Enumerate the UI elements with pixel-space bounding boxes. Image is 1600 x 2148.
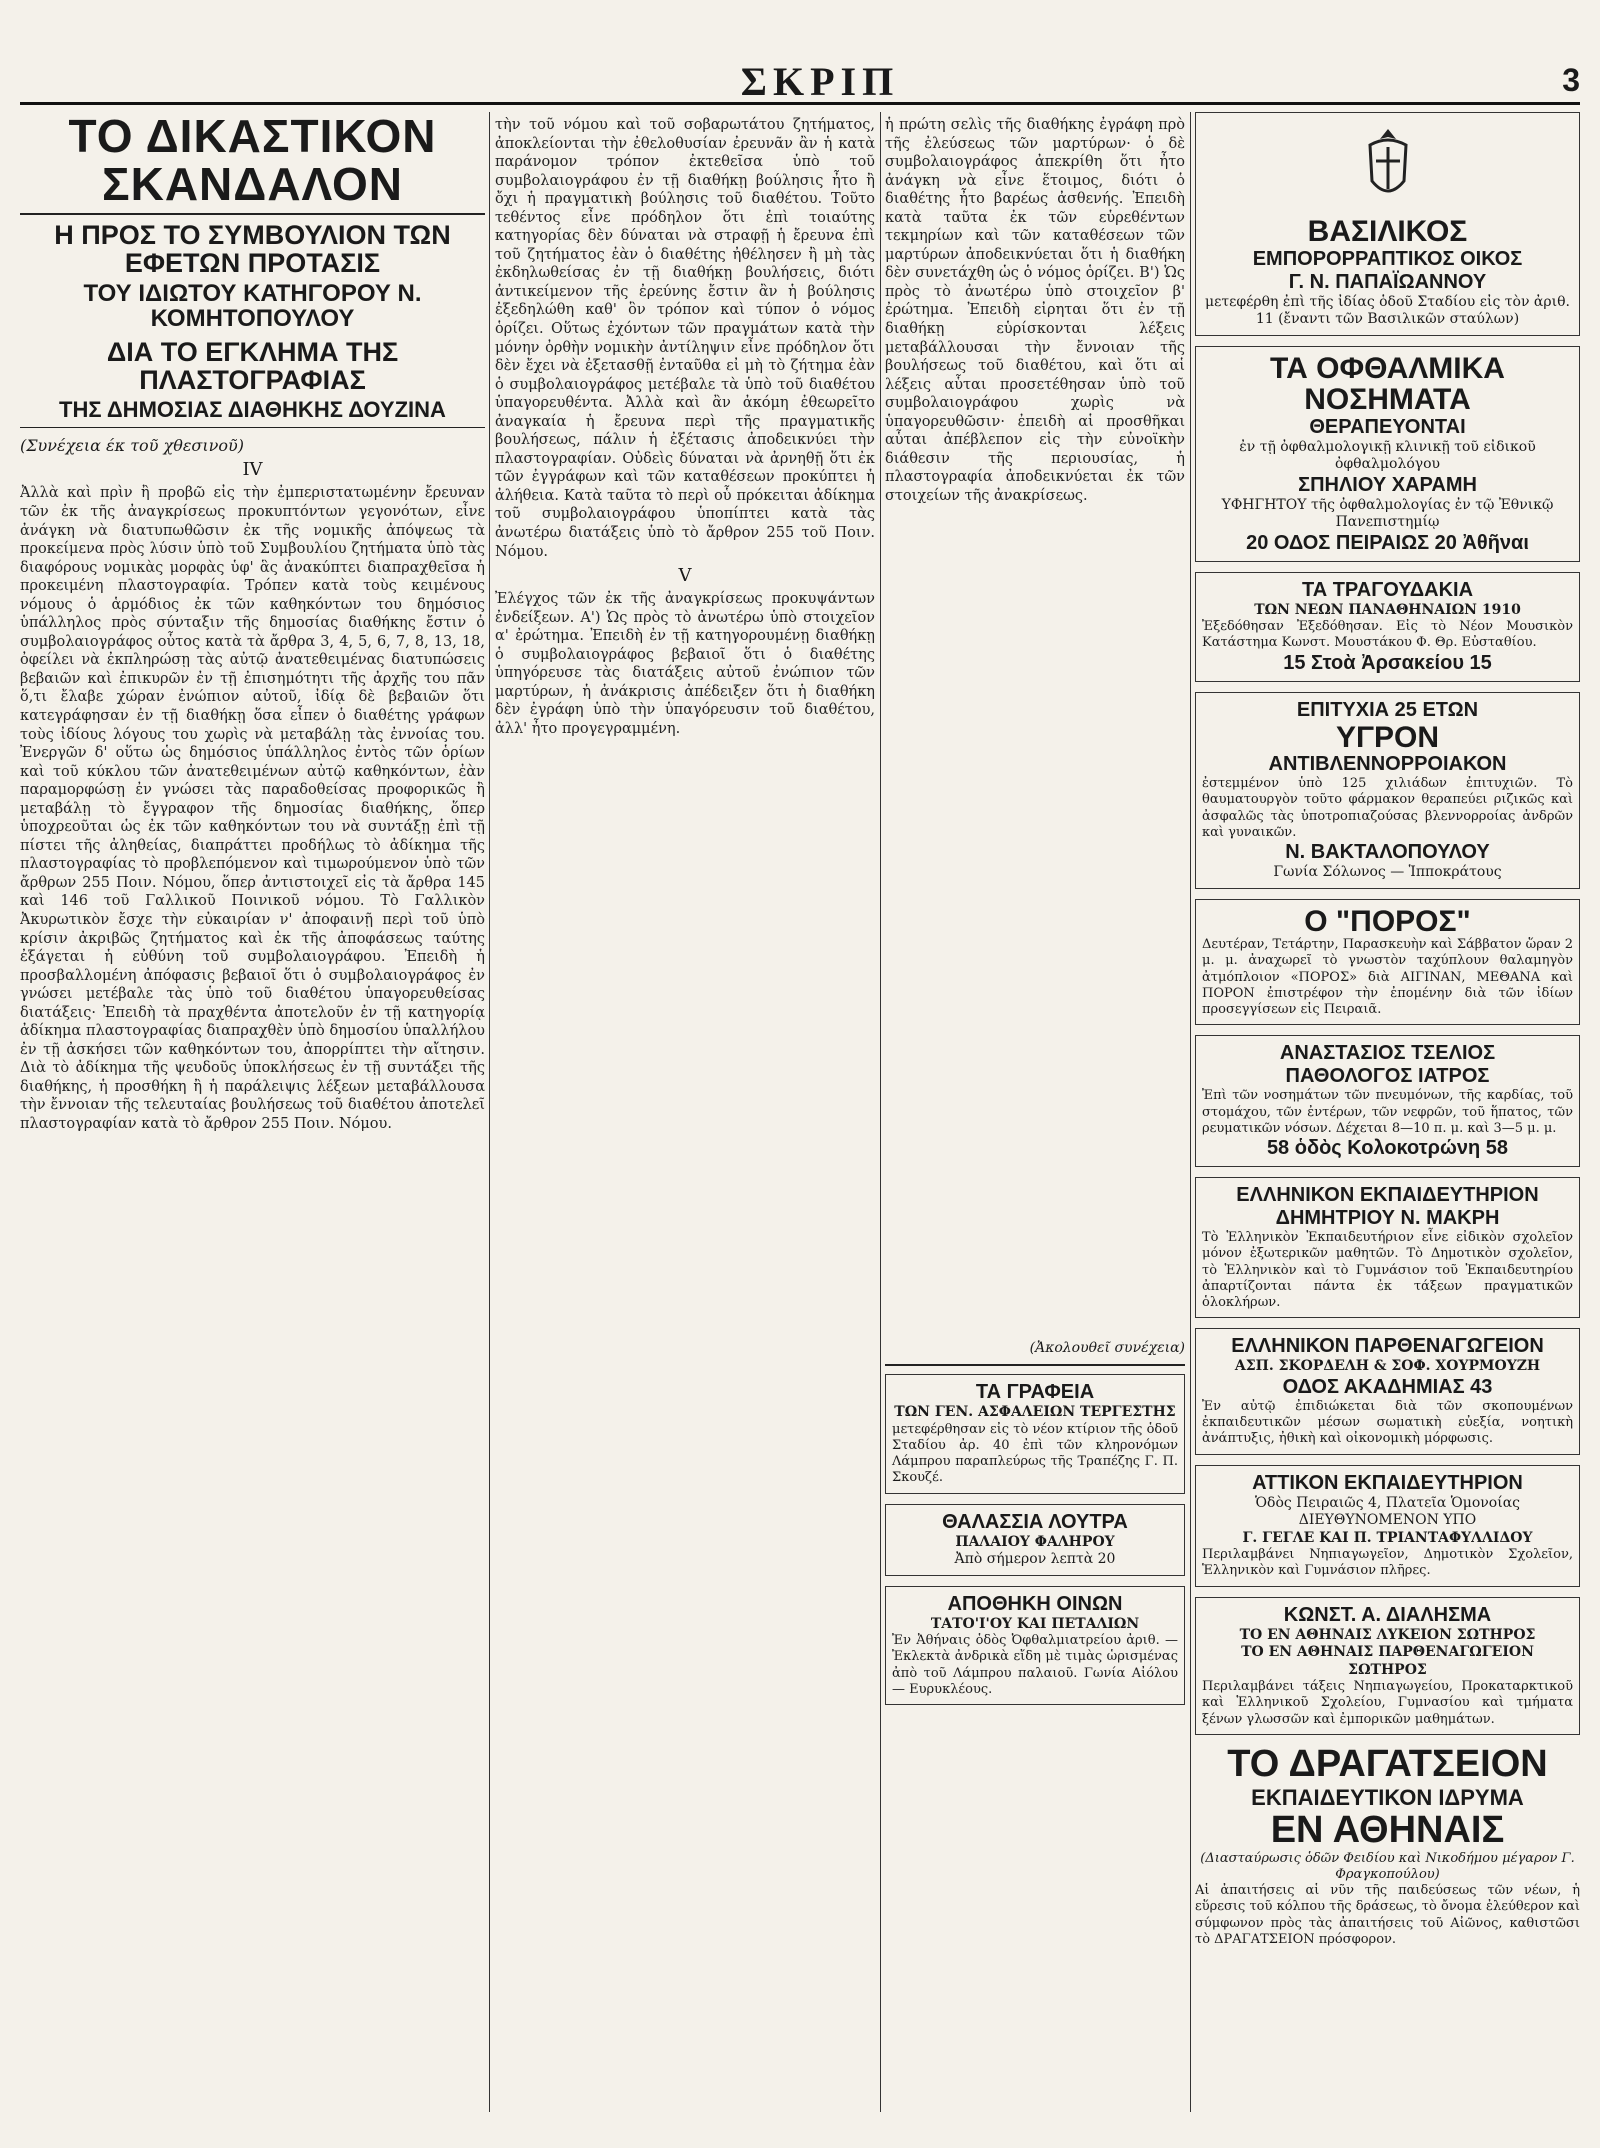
ad-address: Ὁδὸς Πειραιῶς 4, Πλατεῖα Ὁμονοίας	[1254, 1494, 1521, 1511]
article-subtitle: ΤΗΣ ΔΗΜΟΣΙΑΣ ΔΙΑΘΗΚΗΣ ΔΟΥΖΙΝΑ	[20, 398, 485, 428]
ad-role: ΥΦΗΓΗΤΟΥ τῆς ὀφθαλμολογίας ἐν τῷ Ἐθνικῷ Πανεπιστημίῳ	[1221, 496, 1554, 530]
ad-subtitle: ΠΑΛΑΙΟΥ ΦΑΛΗΡΟΥ	[955, 1533, 1115, 1550]
ad-product: ΥΓΡΟΝ	[1335, 720, 1440, 754]
continuation-note: (Συνέχεια έκ τοῦ χθεσινοῦ)	[20, 436, 244, 456]
ad-city: ΕΝ ΑΘΗΝΑΙΣ	[1270, 1808, 1505, 1851]
ad-name: ΔΗΜΗΤΡΙΟΥ Ν. ΜΑΚΡΗ	[1275, 1207, 1500, 1229]
ad-text: Αἱ ἀπαιτήσεις αἱ νῦν τῆς παιδεύσεως τῶν νέων, ἡ εὕρεσις τοῦ κόλπου τῆς δράσεως, τὸ ὄνομα ἐλεύθερον καὶ σύμφωνον πρὸς τὰς ἀπαιτήσεις τοῦ Αἰῶνος, καθιστῶσι τὸ ΔΡΑΓΑΤΣΕΙΟΝ πρόσφορον.	[1195, 1883, 1580, 1947]
divider	[885, 1364, 1185, 1366]
ad-pharmacy: Ν. ΒΑΚΤΑΛΟΠΟΥΛΟΥ	[1285, 841, 1490, 863]
ad-title: ΘΑΛΑΣΣΙΑ ΛΟΥΤΡΑ	[942, 1510, 1128, 1533]
ad-text: Περιλαμβάνει τάξεις Νηπιαγωγείου, Προκαταρκτικοῦ καὶ Ἑλληνικοῦ Σχολείου, Γυμνασίου καὶ τμήματα ξένων γλωσσῶν καὶ ἐμπορικῶν μαθημάτων.	[1202, 1679, 1573, 1727]
ad-text: Τὸ Ἑλληνικὸν Ἐκπαιδευτήριον εἶνε εἰδικὸν σχολεῖον μόνον ἐξωτερικῶν μαθητῶν. Τὸ Δημοτικὸν σχολεῖον, τὸ Ἑλληνικὸν καὶ τὸ Γυμνάσιον τοῦ Ἐκπαιδευτηρίου ἀπαρτίζονται πάντα ἐκ τάξεων πραγματικῶν ὁλοκλήρων.	[1202, 1230, 1573, 1310]
ad-grafeia	[885, 1374, 1185, 1494]
ad-title: ΒΑΣΙΛΙΚΟΣ	[1307, 215, 1468, 248]
newspaper-title: ΣΚΡΙΠ	[740, 59, 900, 104]
ad-dialisma	[1195, 1597, 1580, 1735]
ads-column	[1195, 112, 1580, 2122]
ad-title: ΕΠΙΤΥΧΙΑ 25 ΕΤΩΝ	[1296, 698, 1479, 721]
ad-title: ΤΟ ΔΡΑΓΑΤΣΕΙΟΝ	[1227, 1742, 1548, 1785]
ad-directors: Γ. ΓΕΓΛΕ ΚΑΙ Π. ΤΡΙΑΝΤΑΦΥΛΛΙΔΟΥ	[1242, 1529, 1533, 1546]
article-text: ἡ πρώτη σελὶς τῆς διαθήκης ἐγράφη πρὸ τῆς ἐλεύσεως τῶν μαρτύρων· ὁ δὲ συμβολαιογράφος ἀπεκρίθη ὅτι ἦτο ἀνάγκη νὰ εἶνε ἕτοιμος, διότι ὁ διαθέτης ἦτο βαρέως ἀσθενής. Ἐπειδὴ κατὰ ταῦτα ἐκ τῶν εὑρεθέντων τεκμηρίων καὶ τῶν καταθέσεων τῶν μαρτύρων ἀποδεικνύεται ὅτι ἡ διαθήκη δὲν συνετάχθη ὡς ὁ νόμος ὁρίζει. Β') Ὡς πρὸς τὸ ἀνωτέρω ὑπὸ στοιχεῖον β' ἐρώτημα. Ἐπειδὴ εἰρηται ὅτι ἐν τῇ διαθήκῃ εὑρίσκονται λέξεις μεταβάλλουσαι τὴν ἔννοιαν τῆς βουλήσεως τοῦ διαθέτου, καὶ ὅτι αἱ λέξεις αὗται προσετέθησαν ὑπὸ τοῦ συμβολαιογράφου χωρὶς νὰ ὑπαγορευθῶσιν· ἐπειδὴ αἱ προσθῆκαι αὗται ἀπέβλεπον εἰς τὴν εὐνοϊκὴν διάθεσιν τῆς περιουσίας, ἡ πλαστογραφία ἀποδεικνύεται ἐκ τῶν στοιχείων τῆς ἀνακρίσεως.	[885, 117, 1185, 504]
ad-title: ΕΛΛΗΝΙΚΟΝ ΠΑΡΘΕΝΑΓΩΓΕΙΟΝ	[1231, 1335, 1544, 1358]
ad-oftalmika	[1195, 346, 1580, 562]
ad-tragoudakia	[1195, 572, 1580, 682]
ad-text: Περιλαμβάνει Νηπιαγωγεῖον, Δημοτικὸν Σχολεῖον, Ἑλληνικὸν καὶ Γυμνάσιον πλῆρες.	[1202, 1547, 1573, 1579]
ad-poros	[1195, 899, 1580, 1026]
ad-text: Ἐπὶ τῶν νοσημάτων τῶν πνευμόνων, τῆς καρδίας, τοῦ στομάχου, τῶν ἐντέρων, τῶν νεφρῶν, τοῦ ἥπατος, τῶν ρευματικῶν νόσων. Δέχεται 8—10 π. μ. καὶ 3—5 μ. μ.	[1202, 1088, 1573, 1136]
ad-tselios	[1195, 1035, 1580, 1167]
ad-line: ΤΟ ΕΝ ΑΘΗΝΑΙΣ ΠΑΡΘΕΝΑΓΩΓΕΙΟΝ ΣΩΤΗΡΟΣ	[1241, 1644, 1534, 1678]
ad-doctor: ΣΠΗΛΙΟΥ ΧΑΡΑΜΗ	[1298, 473, 1477, 496]
ad-subtitle: ΘΕΡΑΠΕΥΟΝΤΑΙ	[1309, 415, 1466, 438]
ad-text: Ἐξεδόθησαν Ἐξεδόθησαν. Εἰς τὸ Νέον Μουσικὸν Κατάστημα Κωνστ. Μουστάκου Φ. Θρ. Εὐσταθίου.	[1202, 619, 1573, 651]
ad-text: ἐν τῇ ὀφθαλμολογικῇ κλινικῇ τοῦ εἰδικοῦ ὀφθαλμολόγου	[1239, 438, 1536, 472]
ad-title: ΚΩΝΣΤ. Α. ΔΙΑΛΗΣΜΑ	[1283, 1603, 1492, 1626]
ad-owner: Γ. Ν. ΠΑΠΑΪΩΑΝΝΟΥ	[1288, 270, 1487, 293]
article-text: Ἀλλὰ καὶ πρὶν ἢ προβῶ εἰς τὴν ἐμπεριστατωμένην ἔρευναν τῶν ἐκ τῆς ἀναγκρίσεως προκυπτόντων γεγονότων, εἶνε ἀνάγκη νὰ διατυπωθῶσιν ἐκ τῆς νομικῆς ἀπόψεως τὰ προκείμενα πρὸς λύσιν ὑπὸ τοῦ Συμβουλίου ζητήματα ὑπὸ τὰς διαφόρους νομικὰς μορφὰς ὑφ' ἃς ἀνακύπτει διαπραχθεῖσα ἡ προκειμένη πλαστογραφία. Τρόπεν κατὰ τοὺς κειμένους νόμους ὁ ἁρμόδιος ἐκ τῶν καθηκόντων του δημόσιος ὑπάλληλος πρὸς σύνταξιν τῆς δημοσίας διαθήκης ἔστιν ὁ συμβολαιογράφος οὗτος κατὰ τὰ ἄρθρα 3, 4, 5, 6, 7, 8, 13, 18, ὀφείλει νὰ ἐκπληρώσῃ τὰς αὐτῷ ἀνατεθειμένας διατυπώσεις βεβαιῶν καὶ ἐπικυρῶν ἐν τῇ ἐπισημότητι τῆς ἀρχῆς του πᾶν ὅ,τι ἔλαβε χώραν ἐνώπιον αὐτοῦ, ἰδίᾳ δὲ βεβαιῶν ὅτι κατεγράφησαν ἐν τῇ διαθήκῃ ὅσα εἶπεν ὁ διαθέτης γράφων τοὺς ἰδίους λόγους του χωρὶς νὰ μεταβάλῃ τὰς ἐννοίας του. Ἐνεργῶν δ' οὕτω ὡς δημόσιος ὑπάλληλος ἐντὸς τῶν ὁρίων καὶ τοῦ κύκλου τῶν ἀνατεθειμένων αὐτῷ καθηκόντων, ἐὰν παραμορφώσῃ ἐν γνώσει τὰς παραδοθείσας προφορικῶς ἢ μεταβάλῃ τὸ ἔγγραφον τῆς δημοσίας διαθήκης, ὅπερ ὑποχρεοῦται ὡς ἐκ τῶν καθηκόντων του νὰ συντάξῃ ἐπὶ τῇ πίστει τῆς ἀληθείας, διαπράττει προδήλως τὸ ἀδίκημα τῆς πλαστογραφίας τὸ προβλεπόμενον καὶ τιμωρούμενον ὑπὸ τῶν ἄρθρων 255 Ποιν. Νόμου, ὅπερ ἀντιστοιχεῖ εἰς τὰ ἄρθρα 145 καὶ 146 τοῦ Γαλλικοῦ Ποινικοῦ νόμου. Τὸ Γαλλικὸν Ἀκυρωτικὸν ἔσχε τὴν εὐκαιρίαν ν' ἀποφαινῇ περὶ τοῦ ὑπὸ κρίσιν ἀκριβῶς ζητήματος καὶ ἐκ τῆς ἀποφάσεως ταύτης ἐξάγεται ἡ εὐθύνη τοῦ συμβολαιογράφου. Ἐπειδὴ ἡ προσβαλλομένη ἀπόφασις βεβαιοῖ ὅτι ὁ συμβολαιογράφος ἐν γνώσει μετέβαλε τὰς ὑπὸ τοῦ διαθέτου ὑπαγορευθείσας διατάξεις· Ἐπειδὴ τὰ πραχθέντα ἀποτελοῦν ἐν τῇ κατηγορίᾳ ἀδίκημα πλαστογραφίας διαπραχθὲν ὑπὸ δημοσίου ὑπαλλήλου ἐν τῇ ἀσκήσει τῶν καθηκόντων του, ἀπορρίπτει τὴν αἴτησιν. Διὰ τὸ ἀδίκημα τῆς ψευδοῦς ὑποκλήσεως ἐν τῇ συντάξει τῆς διαθήκης, ἡ προσθήκη ἢ ἡ παράλειψις λέξεων μεταβάλλουσα τὴν ἔννοιαν τῆς τελευταίας βουλήσεως τοῦ διαθέτου ἀποτελεῖ πλαστογραφίαν κατὰ τὸ ἄρθρον 255 Ποιν. Νόμου.	[20, 485, 485, 1133]
ad-owners: ΑΣΠ. ΣΚΟΡΔΕΛΗ & ΣΟΦ. ΧΟΥΡΜΟΥΖΗ	[1234, 1358, 1541, 1375]
ad-subtitle: ΤΑΤΟ'Ι'ΟΥ ΚΑΙ ΠΕΤΑΛΙΩΝ	[930, 1615, 1140, 1632]
ad-title: ΤΑ ΤΡΑΓΟΥΔΑΚΙΑ	[1301, 578, 1474, 601]
ad-text: μετεφέρθησαν εἰς τὸ νέον κτίριον τῆς ὁδοῦ Σταδίου ἀρ. 40 ἐπὶ τῶν κληρονόμων Λάμπρου παραπλεύρως τῆς Τραπέζης Γ. Π. Σκουζέ.	[892, 1421, 1178, 1486]
ad-oinon	[885, 1586, 1185, 1706]
ad-title: ΑΤΤΙΚΟΝ ΕΚΠΑΙΔΕΥΤΗΡΙΟΝ	[1252, 1471, 1523, 1494]
ad-subtitle: ΕΚΠΑΙΔΕΥΤΙΚΟΝ ΙΔΡΥΜΑ	[1251, 1784, 1524, 1810]
section-number: IV	[242, 459, 263, 481]
ad-subtitle: ΤΩΝ ΓΕΝ. ΑΣΦΑΛΕΙΩΝ ΤΕΡΓΕΣΤΗΣ	[894, 1404, 1176, 1420]
article-text: Ἐλέγχος τῶν ἐκ τῆς ἀναγκρίσεως προκυψάντων ἐνδείξεων. Α') Ὡς πρὸς τὸ ἀνωτέρω ὑπὸ στοιχεῖον α' ἐρώτημα. Ἐπειδὴ ἐν τῇ κατηγορουμένῃ διαθήκῃ ὁ συμβολαιογράφος βεβαιοῖ ὅτι ὁ διαθέτης ὑπηγόρευσε τὰς διατάξεις αὐτοῦ ἐνώπιον τῶν μαρτύρων, ἡ ἀνάκρισις ἀπέδειξεν ὅτι ἡ διαθήκη δὲν ἐγράφη ὑπὸ τὴν ὑπαγόρευσιν τοῦ διαθέτου, ἀλλ' ἦτο προγεγραμμένη.	[495, 591, 875, 737]
article-subtitle: Η ΠΡΟΣ ΤΟ ΣΥΜΒΟΥΛΙΟΝ ΤΩΝ ΕΦΕΤΩΝ ΠΡΟΤΑΣΙΣ	[54, 219, 451, 278]
ad-loutra	[885, 1504, 1185, 1576]
column-rule	[880, 112, 881, 2112]
ad-address: ΟΔΟΣ ΑΚΑΔΗΜΙΑΣ 43	[1282, 1375, 1493, 1398]
ad-directed-by: ΔΙΕΥΘΥΝΟΜΕΝΟΝ ΥΠΟ	[1298, 1512, 1477, 1528]
crest-icon	[1358, 125, 1418, 205]
ad-text: Ἐν αὐτῷ ἐπιδιώκεται διὰ τῶν σκοπουμένων ἐκπαιδευτικῶν μέσων σωματικὴ εὐεξία, νοητικὴ ἀνάπτυξις, ἠθικὴ καὶ οἰκονομικὴ μόρφωσις.	[1202, 1398, 1573, 1447]
ad-attikon	[1195, 1465, 1580, 1587]
ad-parthenagogeion	[1195, 1328, 1580, 1454]
column-rule	[489, 112, 490, 2112]
ad-text: μετεφέρθη ἐπὶ τῆς ἰδίας ὁδοῦ Σταδίου εἰς τὸν ἀριθ. 11 (ἔναντι τῶν Βασιλικῶν σταύλων)	[1204, 293, 1570, 327]
article-title: ΤΟ ΔΙΚΑΣΤΙΚΟΝ ΣΚΑΝΔΑΛΟΝ	[20, 112, 485, 215]
ad-subtitle: ΠΑΘΟΛΟΓΟΣ ΙΑΤΡΟΣ	[1285, 1065, 1490, 1088]
section-number: V	[678, 565, 692, 587]
ad-address: 15 Στοὰ Ἀρσακείου 15	[1283, 651, 1492, 674]
article-subtitle: ΤΟΥ ΙΔΙΩΤΟΥ ΚΑΤΗΓΟΡΟΥ Ν. ΚΟΜΗΤΟΠΟΥΛΟΥ	[83, 280, 422, 333]
ad-text: Ἐν Ἀθήναις ὁδὸς Ὀφθαλμιατρείου ἀριθ. — Ἐκλεκτὰ ἀνδρικὰ εἴδη μὲ τιμὰς ὡρισμένας ἀπὸ τοῦ Λάμπρου παλαιοῦ. Γωνία Αἰόλου — Ευρυκλέους.	[892, 1633, 1178, 1697]
page-number: 3	[1562, 62, 1580, 98]
article-column-2	[495, 112, 875, 2122]
ad-address: (Διασταύρωσις ὁδῶν Φειδίου καὶ Νικοδήμου μέγαρον Γ. Φραγκοπούλου)	[1200, 1850, 1575, 1882]
article-subtitle: ΔΙΑ ΤΟ ΕΓΚΛΗΜΑ ΤΗΣ ΠΛΑΣΤΟΓΡΑΦΙΑΣ	[106, 336, 399, 395]
article-column-3	[885, 112, 1185, 2122]
article-text: τὴν τοῦ νόμου καὶ τοῦ σοβαρωτάτου ζητήματος, ἀποκλείονται τὴν ἐθελοθυσίαν ἐρευνᾶν ἂν ἡ κατὰ παράνομον τρόπον ἐκτεθεῖσα ὑπὸ τοῦ συμβολαιογράφου ἐν τῇ διαθήκῃ βούλησις ἦτο ἢ ὄχι ἡ πραγματικὴ βούλησις τοῦ διαθέτου. Τοῦτο τεθέντος εἶνε πρόδηλον ὅτι ἐπὶ τοιαύτης κατηγορίας δὲν δύναται νὰ στραφῇ ἡ ἔρευνα ἐπὶ τοῦ ζητήματος ἐὰν ὁ διαθέτης ἠθέλησεν ἢ μὴ τὰς ἐκδηλωθείσας ἐν τῇ διαθήκῃ βουλήσεις, διότι ἀντικείμενον τῆς ἐρεύνης ἔστιν ἂν ἡ βούλησις ἐξεδηλώθη καθ' ὃν τρόπον καὶ τύπον ὁ νόμος ὁρίζει. Οὕτως ἐχόντων τῶν πραγμάτων κατὰ τὴν μόνην ὀρθὴν νομικὴν ἀντίληψιν εἶνε πρόδηλον ὅτι δὲν ἔχει νὰ ἐξετασθῇ ἐνταῦθα εἰ μὴ τὸ ζήτημα ἐὰν ὁ συμβολαιογράφος μετέβαλε τὰ ὑπὸ τοῦ διαθέτου ὑπαγορευθέντα. Ἀλλὰ καὶ ἂν ἀκόμη ἐθεωρεῖτο ἀναγκαία ἡ ἔρευνα περὶ τῆς πραγματικῆς βουλήσεως, πάλιν ἡ ἐξέτασις ἀποδεικνύει τὴν πλαστογραφίαν. Οὐδεὶς δύναται νὰ ἀρνηθῇ ὅτι ἐκ τῶν ἐγγράφων καὶ τῶν καταθέσεων προκύπτει ἡ ἀλήθεια. Κατὰ ταῦτα τὸ περὶ οὗ πρόκειται ἀδίκημα τοῦ συμβολαιογράφου ὑποπίπτει κατὰ τὰς ἀνωτέρω διατάξεις ὑπὸ τὸ ἄρθρον 255 τοῦ Ποιν. Νόμου.	[495, 117, 875, 560]
ad-title: ΑΝΑΣΤΑΣΙΟΣ ΤΣΕΛΙΟΣ	[1279, 1042, 1496, 1065]
ad-subtitle: ΤΩΝ ΝΕΩΝ ΠΑΝΑΘΗΝΑΙΩΝ 1910	[1254, 601, 1521, 618]
ad-title: Ο "ΠΟΡΟΣ"	[1304, 904, 1471, 938]
masthead	[20, 59, 1580, 105]
ad-subtitle: ΕΜΠΟΡΟΡΡΑΠΤΙΚΟΣ ΟΙΚΟΣ	[1252, 247, 1523, 270]
ad-subtitle: ΑΝΤΙΒΛΕΝΝΟΡΡΟΙΑΚΟΝ	[1268, 753, 1507, 775]
ad-title: ΤΑ ΟΦΘΑΛΜΙΚΑ ΝΟΣΗΜΑΤΑ	[1270, 351, 1505, 416]
ad-dragatseion	[1195, 1742, 1580, 1948]
column-rule	[1190, 112, 1191, 2112]
ad-epitychia	[1195, 692, 1580, 889]
ad-line: ΤΟ ΕΝ ΑΘΗΝΑΙΣ ΛΥΚΕΙΟΝ ΣΩΤΗΡΟΣ	[1239, 1626, 1536, 1643]
ad-title: ΕΛΛΗΝΙΚΟΝ ΕΚΠΑΙΔΕΥΤΗΡΙΟΝ	[1236, 1184, 1539, 1206]
ad-pharmacy-address: Γωνία Σόλωνος — Ἱπποκράτους	[1273, 864, 1502, 880]
ad-address: 20 ΟΔΟΣ ΠΕΙΡΑΙΩΣ 20 Ἀθῆναι	[1246, 531, 1529, 554]
article-column-1	[20, 112, 485, 2122]
ad-text: Δευτέραν, Τετάρτην, Παρασκευὴν καὶ Σάββατον ὥραν 2 μ. μ. ἀναχωρεῖ τὸ γνωστὸν ταχύπλουν θαλαμηγὸν ἀτμόπλοιον «ΠΟΡΟΣ» διὰ ΑΙΓΙΝΑΝ, ΜΕΘΑΝΑ καὶ ΠΟΡΟΝ ἐπιστρέφον τὴν ἐπομένην διὰ τῶν ἰδίων προσεγγίσεων εἰς Πειραιᾶ.	[1202, 937, 1574, 1017]
ad-title: ΤΑ ΓΡΑΦΕΙΑ	[975, 1381, 1095, 1403]
ad-text: Ἀπὸ σήμερον λεπτὰ 20	[954, 1551, 1116, 1567]
ad-address: 58 ὁδὸς Κολοκοτρώνη 58	[1266, 1137, 1509, 1159]
article-signoff: (Ἀκολουθεῖ συνέχεια)	[1029, 1340, 1185, 1356]
ad-vasilikos	[1195, 112, 1580, 336]
ad-ekpaideftirion	[1195, 1177, 1580, 1318]
ad-title: ΑΠΟΘΗΚΗ ΟΙΝΩΝ	[947, 1592, 1123, 1615]
ad-text: ἐστεμμένον ὑπὸ 125 χιλιάδων ἐπιτυχιῶν. Τὸ θαυματουργὸν τοῦτο φάρμακον θεραπεύει ριζικῶς καὶ ἀσφαλῶς τὰς ὑποτροπιαζούσας βλεννορροίας ἀνδρῶν καὶ γυναικῶν.	[1202, 776, 1573, 840]
